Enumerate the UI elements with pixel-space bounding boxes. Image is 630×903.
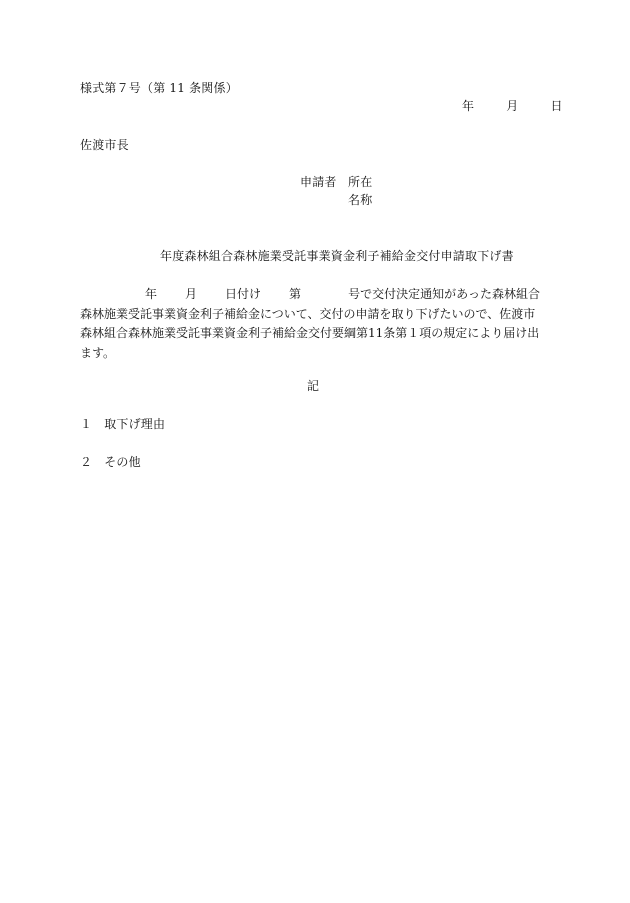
body-line-3: 森林組合森林施業受託事業資金利子補給金交付要綱第11条第１項の規定により届け出 bbox=[80, 326, 540, 340]
item-1-label: 取下げ理由 bbox=[104, 417, 166, 431]
body-paragraph bbox=[80, 285, 550, 363]
body-line-1-rest: 号で交付決定通知があった森林組合 bbox=[348, 287, 540, 301]
body-line-2: 森林施業受託事業資金利子補給金について、交付の申請を取り下げたいので、佐渡市 bbox=[80, 306, 536, 321]
body-line-4: ます。 bbox=[80, 345, 116, 360]
applicant-label: 申請者 bbox=[300, 175, 337, 189]
body-day: 日付け bbox=[225, 287, 262, 301]
date-year: 年 bbox=[462, 99, 475, 113]
addressee: 佐渡市長 bbox=[80, 138, 129, 152]
document-title: 年度森林組合森林施業受託事業資金利子補給金交付申請取下げ書 bbox=[160, 249, 514, 263]
date-line bbox=[462, 98, 563, 114]
date-day: 日 bbox=[550, 99, 563, 113]
date-month: 月 bbox=[506, 99, 519, 113]
item-1 bbox=[80, 416, 165, 432]
body-line-1 bbox=[80, 285, 550, 305]
item-2 bbox=[80, 454, 141, 470]
ki-heading: 記 bbox=[307, 379, 320, 393]
body-no: 第 bbox=[289, 287, 302, 301]
item-2-number: ２ bbox=[80, 455, 93, 469]
body-year: 年 bbox=[145, 287, 158, 301]
item-2-label: その他 bbox=[104, 455, 141, 469]
body-month: 月 bbox=[185, 287, 198, 301]
item-1-number: １ bbox=[80, 417, 93, 431]
applicant-name-label: 名称 bbox=[348, 193, 373, 207]
form-number: 様式第７号（第 11 条関係） bbox=[80, 81, 238, 95]
applicant-address-label: 所在 bbox=[348, 175, 373, 189]
